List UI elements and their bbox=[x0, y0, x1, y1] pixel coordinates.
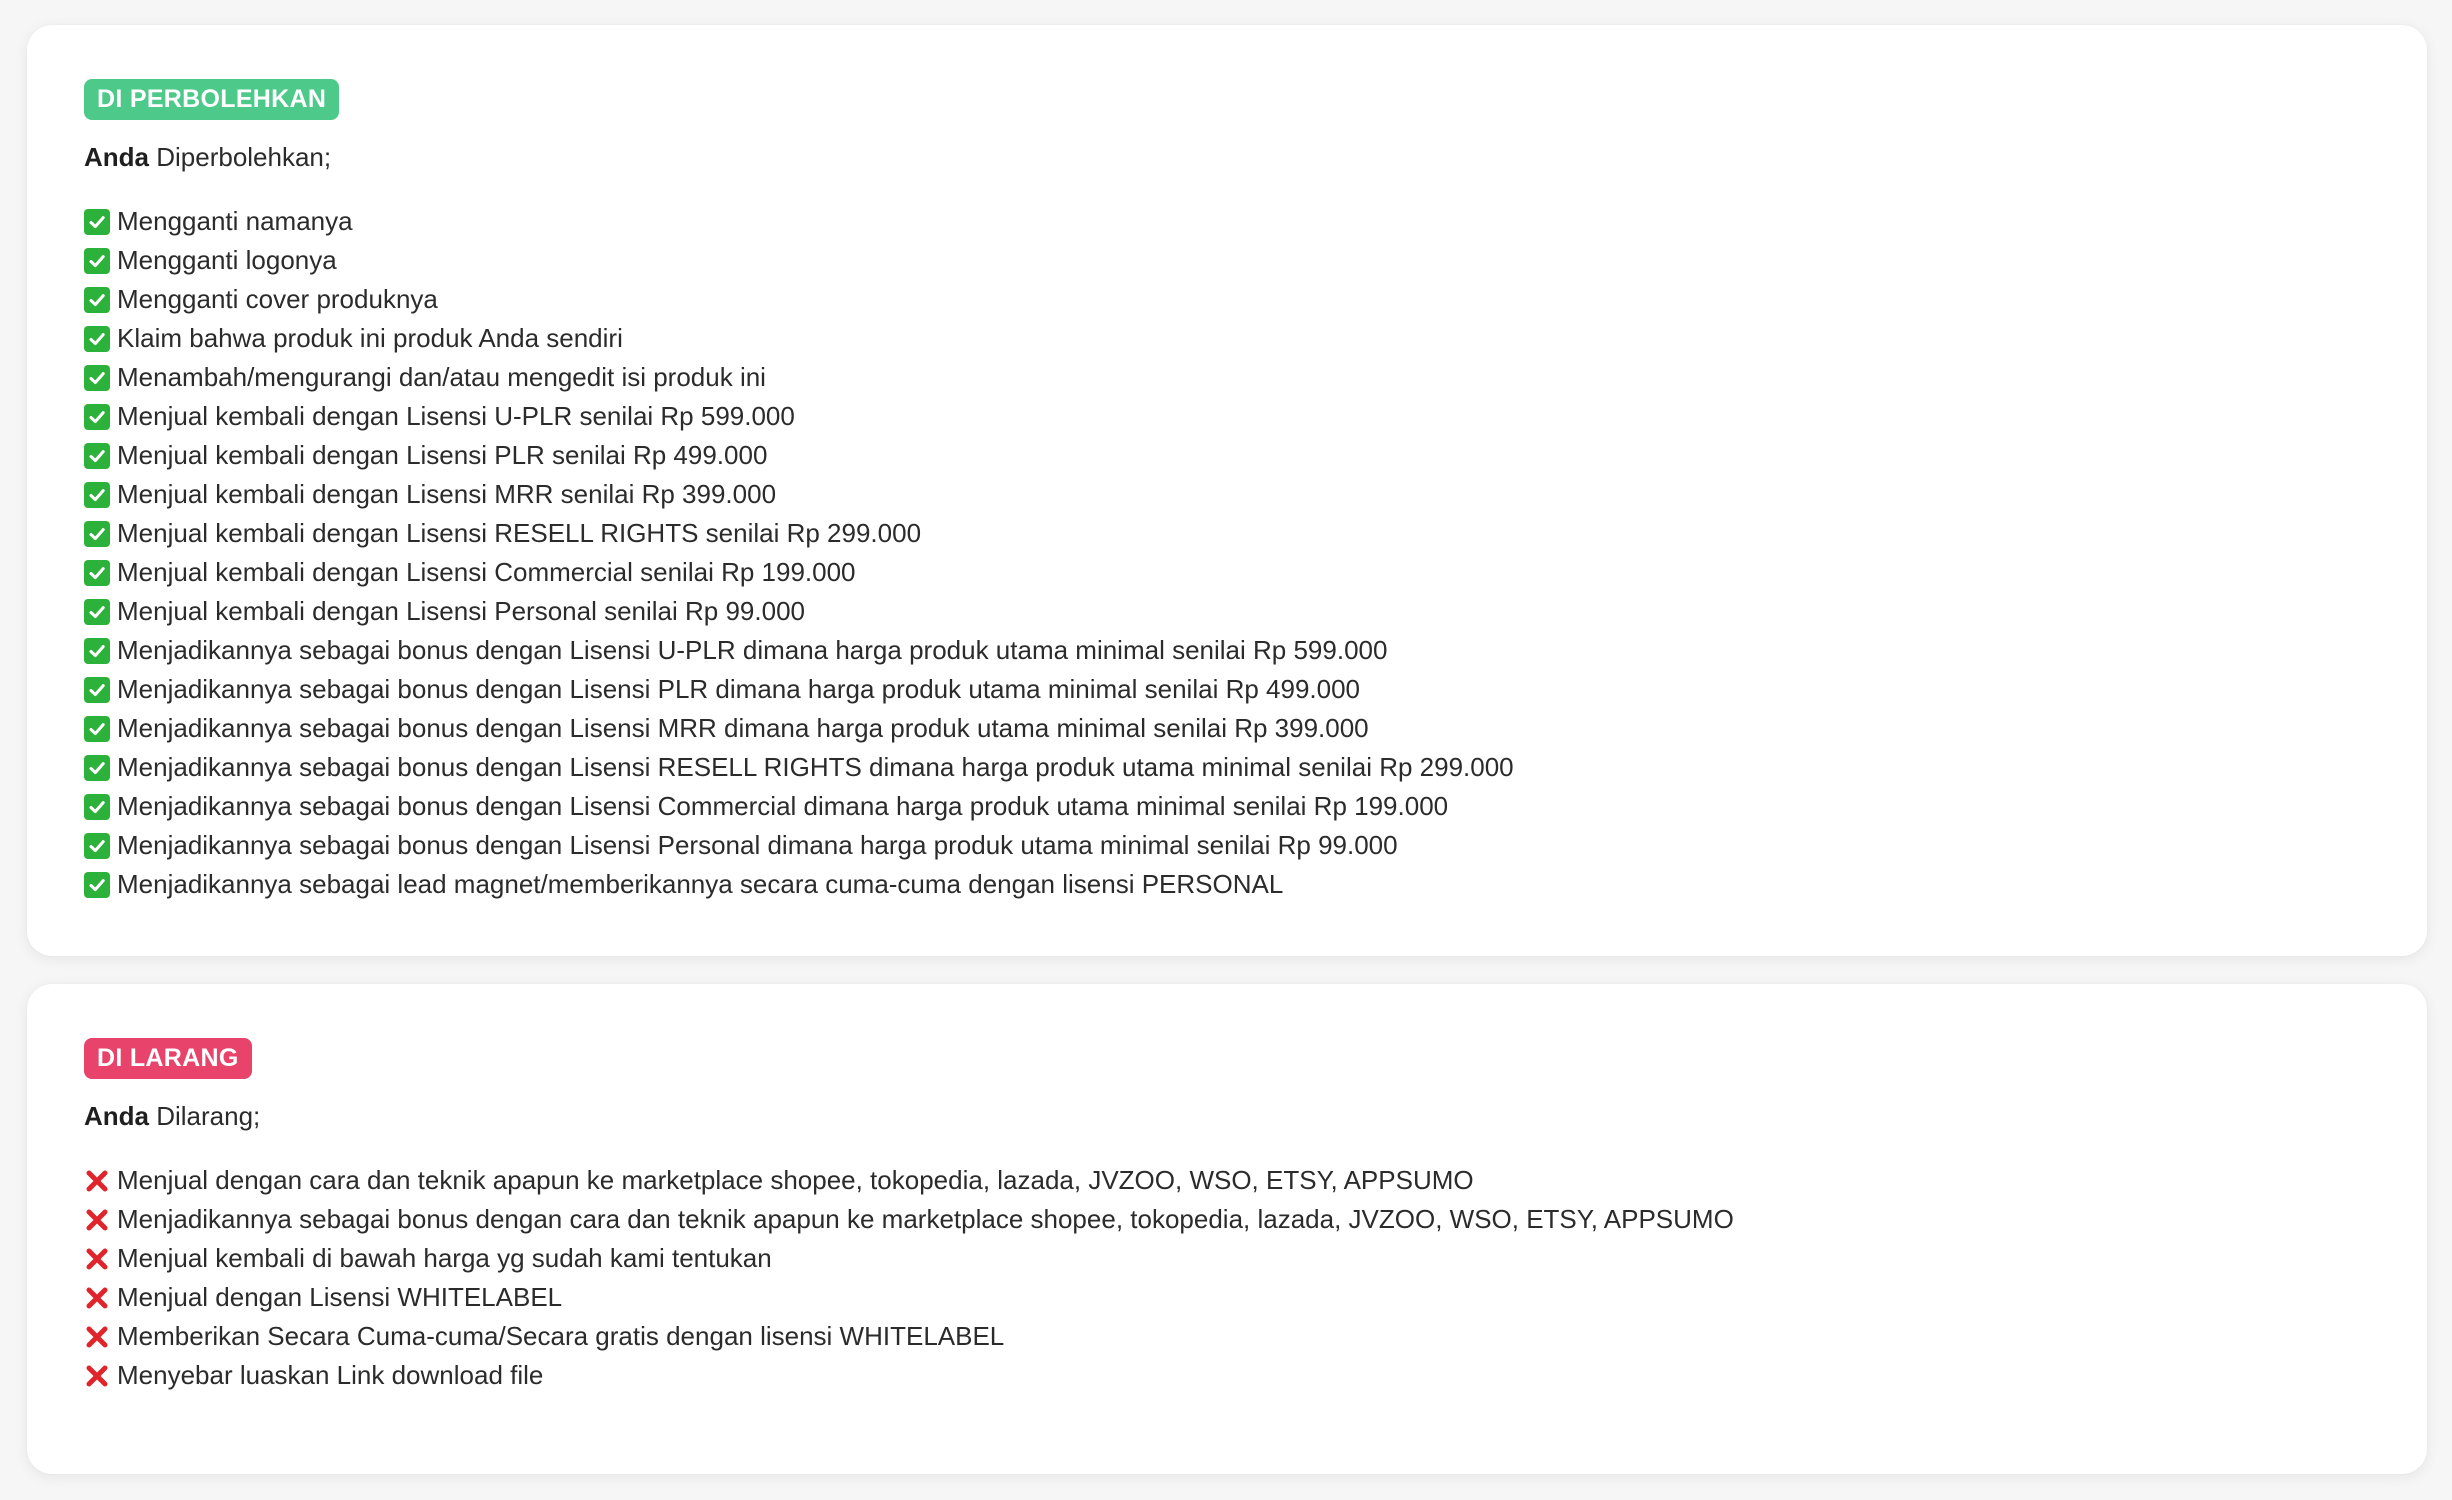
allowed-list-item bbox=[84, 436, 2427, 475]
check-mark-icon bbox=[84, 638, 110, 664]
forbidden-intro-text: Dilarang; bbox=[149, 1101, 261, 1131]
check-mark-icon bbox=[84, 443, 110, 469]
forbidden-list-item bbox=[84, 1200, 2427, 1239]
forbidden-list-item bbox=[84, 1239, 2427, 1278]
allowed-item-text: Menjadikannya sebagai bonus dengan Lisensi Personal dimana harga produk utama minimal senilai Rp 99.000 bbox=[117, 830, 1398, 860]
check-mark-icon bbox=[84, 599, 110, 625]
check-mark-icon bbox=[84, 248, 110, 274]
forbidden-badge: DI LARANG bbox=[84, 1038, 252, 1079]
allowed-item-text: Menjadikannya sebagai bonus dengan Lisensi MRR dimana harga produk utama minimal senilai Rp 399.000 bbox=[117, 713, 1369, 743]
check-mark-icon bbox=[84, 560, 110, 586]
cross-mark-icon bbox=[84, 1207, 110, 1233]
allowed-list-item bbox=[84, 280, 2427, 319]
allowed-item-text: Mengganti logonya bbox=[117, 245, 337, 275]
check-mark-icon bbox=[84, 209, 110, 235]
allowed-list-item bbox=[84, 475, 2427, 514]
allowed-list-item bbox=[84, 670, 2427, 709]
forbidden-item-text: Menyebar luaskan Link download file bbox=[117, 1360, 544, 1390]
check-mark-icon bbox=[84, 287, 110, 313]
forbidden-list-item bbox=[84, 1317, 2427, 1356]
check-mark-icon bbox=[84, 833, 110, 859]
allowed-list-item bbox=[84, 709, 2427, 748]
allowed-list-item bbox=[84, 748, 2427, 787]
allowed-item-text: Menjadikannya sebagai bonus dengan Lisensi PLR dimana harga produk utama minimal senilai Rp 499.000 bbox=[117, 674, 1361, 704]
check-mark-icon bbox=[84, 716, 110, 742]
allowed-list-item bbox=[84, 865, 2427, 904]
forbidden-list-item bbox=[84, 1278, 2427, 1317]
allowed-list-item bbox=[84, 592, 2427, 631]
allowed-item-text: Menjadikannya sebagai lead magnet/memberikannya secara cuma-cuma dengan lisensi PERSONAL bbox=[117, 869, 1284, 899]
allowed-list-item bbox=[84, 631, 2427, 670]
check-mark-icon bbox=[84, 482, 110, 508]
cross-mark-icon bbox=[84, 1324, 110, 1350]
allowed-badge: DI PERBOLEHKAN bbox=[84, 79, 339, 120]
cross-mark-icon bbox=[84, 1363, 110, 1389]
allowed-list-item bbox=[84, 319, 2427, 358]
allowed-list-item bbox=[84, 826, 2427, 865]
allowed-item-text: Mengganti namanya bbox=[117, 206, 353, 236]
allowed-intro-text: Diperbolehkan; bbox=[149, 142, 332, 172]
check-mark-icon bbox=[84, 794, 110, 820]
allowed-list-item bbox=[84, 397, 2427, 436]
allowed-item-text: Menambah/mengurangi dan/atau mengedit isi produk ini bbox=[117, 362, 766, 392]
check-mark-icon bbox=[84, 365, 110, 391]
allowed-list-item bbox=[84, 241, 2427, 280]
forbidden-list-item bbox=[84, 1356, 2427, 1395]
cross-mark-icon bbox=[84, 1246, 110, 1272]
allowed-list-item bbox=[84, 514, 2427, 553]
allowed-item-text: Mengganti cover produknya bbox=[117, 284, 438, 314]
forbidden-item-text: Menjadikannya sebagai bonus dengan cara dan teknik apapun ke marketplace shopee, tokopedia, lazada, JVZOO, WSO, ETSY, APPSUMO bbox=[117, 1204, 1734, 1234]
allowed-intro-bold: Anda bbox=[84, 142, 149, 172]
allowed-intro bbox=[84, 138, 2427, 177]
allowed-item-text: Menjual kembali dengan Lisensi U-PLR senilai Rp 599.000 bbox=[117, 401, 795, 431]
allowed-list-item bbox=[84, 553, 2427, 592]
allowed-item-text: Menjadikannya sebagai bonus dengan Lisensi Commercial dimana harga produk utama minimal senilai Rp 199.000 bbox=[117, 791, 1449, 821]
forbidden-intro-bold: Anda bbox=[84, 1101, 149, 1131]
forbidden-list bbox=[84, 1161, 2427, 1395]
allowed-list-item bbox=[84, 202, 2427, 241]
check-mark-icon bbox=[84, 755, 110, 781]
allowed-item-text: Menjual kembali dengan Lisensi MRR senilai Rp 399.000 bbox=[117, 479, 777, 509]
cross-mark-icon bbox=[84, 1285, 110, 1311]
check-mark-icon bbox=[84, 677, 110, 703]
allowed-item-text: Menjual kembali dengan Lisensi PLR senilai Rp 499.000 bbox=[117, 440, 768, 470]
forbidden-intro bbox=[84, 1097, 2427, 1136]
check-mark-icon bbox=[84, 521, 110, 547]
allowed-item-text: Menjual kembali dengan Lisensi RESELL RIGHTS senilai Rp 299.000 bbox=[117, 518, 922, 548]
allowed-card bbox=[27, 25, 2427, 956]
allowed-item-text: Menjual kembali dengan Lisensi Personal senilai Rp 99.000 bbox=[117, 596, 805, 626]
check-mark-icon bbox=[84, 872, 110, 898]
allowed-item-text: Menjadikannya sebagai bonus dengan Lisensi U-PLR dimana harga produk utama minimal senilai Rp 599.000 bbox=[117, 635, 1388, 665]
forbidden-item-text: Menjual kembali di bawah harga yg sudah kami tentukan bbox=[117, 1243, 772, 1273]
allowed-list-item bbox=[84, 787, 2427, 826]
forbidden-item-text: Memberikan Secara Cuma-cuma/Secara gratis dengan lisensi WHITELABEL bbox=[117, 1321, 1005, 1351]
cross-mark-icon bbox=[84, 1168, 110, 1194]
forbidden-card bbox=[27, 984, 2427, 1474]
check-mark-icon bbox=[84, 326, 110, 352]
forbidden-list-item bbox=[84, 1161, 2427, 1200]
allowed-item-text: Menjadikannya sebagai bonus dengan Lisensi RESELL RIGHTS dimana harga produk utama minimal senilai Rp 299.000 bbox=[117, 752, 1514, 782]
check-mark-icon bbox=[84, 404, 110, 430]
allowed-list bbox=[84, 202, 2427, 904]
forbidden-item-text: Menjual dengan Lisensi WHITELABEL bbox=[117, 1282, 563, 1312]
allowed-list-item bbox=[84, 358, 2427, 397]
forbidden-item-text: Menjual dengan cara dan teknik apapun ke marketplace shopee, tokopedia, lazada, JVZOO, WSO, ETSY, APPSUMO bbox=[117, 1165, 1474, 1195]
allowed-item-text: Menjual kembali dengan Lisensi Commercial senilai Rp 199.000 bbox=[117, 557, 856, 587]
allowed-item-text: Klaim bahwa produk ini produk Anda sendiri bbox=[117, 323, 623, 353]
